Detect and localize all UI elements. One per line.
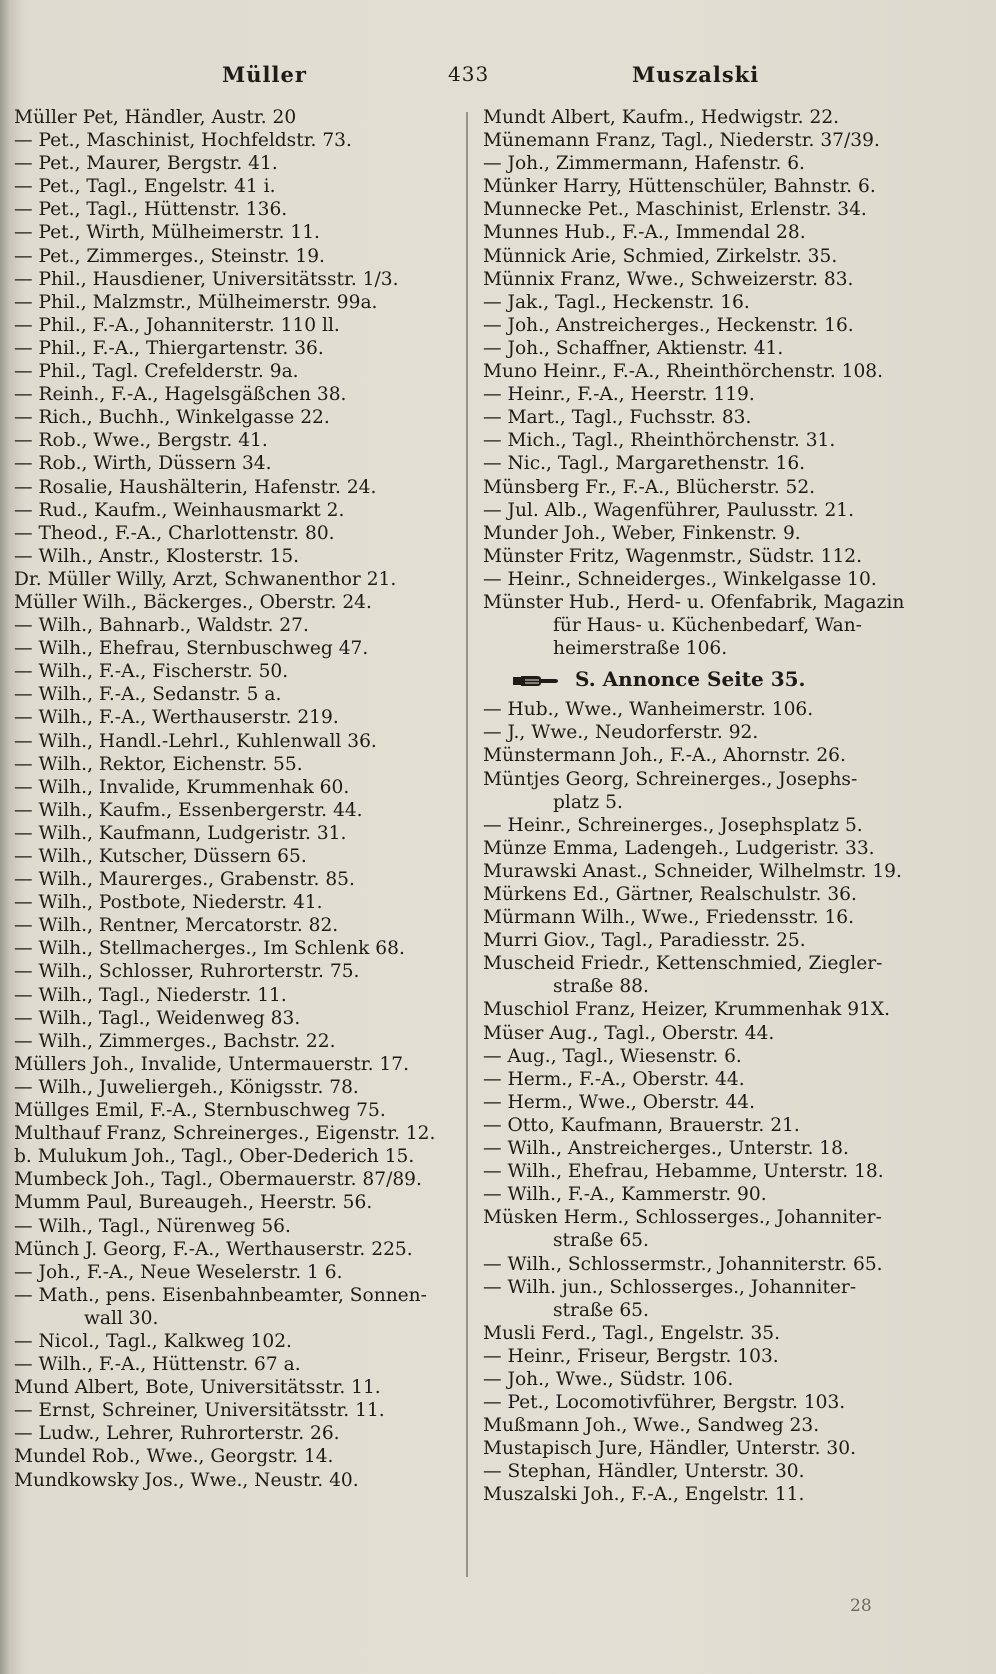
entry: — Rob., Wwe., Bergstr. 41.	[14, 430, 268, 452]
entry: — Wilh., Maurerges., Grabenstr. 85.	[14, 869, 355, 891]
entry: Münze Emma, Ladengeh., Ludgeristr. 33.	[483, 837, 875, 859]
entry: Münnix Franz, Wwe., Schweizerstr. 83.	[483, 268, 854, 290]
entry: — Rich., Buchh., Winkelgasse 22.	[14, 407, 330, 429]
entry: Münemann Franz, Tagl., Niederstr. 37/39.	[483, 130, 880, 152]
entry-continuation: straße 88.	[553, 976, 649, 998]
entry: Musli Ferd., Tagl., Engelstr. 35.	[483, 1322, 781, 1344]
entry: Muscheid Friedr., Kettenschmied, Ziegler-	[483, 953, 883, 975]
entry: — Wilh., Juweliergeh., Königsstr. 78.	[14, 1076, 359, 1098]
entry: — Wilh., Ehefrau, Hebamme, Unterstr. 18.	[483, 1161, 884, 1183]
entry: — Stephan, Händler, Unterstr. 30.	[483, 1461, 805, 1483]
entry: — Wilh., Tagl., Niederstr. 11.	[14, 984, 287, 1006]
entry: — Wilh., Kaufm., Essenbergerstr. 44.	[14, 799, 363, 821]
entry: — Phil., F.-A., Johanniterstr. 110 ll.	[14, 314, 340, 336]
annonce-text: S. Annonce Seite 35.	[575, 667, 806, 692]
entry-continuation: wall 30.	[84, 1307, 159, 1329]
entry: Munnecke Pet., Maschinist, Erlenstr. 34.	[483, 199, 867, 221]
entry: Mundt Albert, Kaufm., Hedwigstr. 22.	[483, 107, 840, 128]
entry: Munnes Hub., F.-A., Immendal 28.	[483, 222, 806, 244]
entry: — Wilh., Schlossermstr., Johanniterstr. 65.	[483, 1253, 883, 1275]
entry: — Wilh., F.-A., Hüttenstr. 67 a.	[14, 1354, 301, 1376]
entry: — Pet., Tagl., Engelstr. 41 i.	[14, 176, 276, 198]
entry: — Ernst, Schreiner, Universitätsstr. 11.	[14, 1400, 385, 1422]
entry: Munder Joh., Weber, Finkenstr. 9.	[483, 522, 801, 544]
entry: Müllers Joh., Invalide, Untermauerstr. 17.	[14, 1053, 409, 1075]
entry: Mumm Paul, Bureaugeh., Heerstr. 56.	[14, 1192, 373, 1214]
entry: Münsberg Fr., F.-A., Blücherstr. 52.	[483, 476, 816, 498]
entry: — Wilh., Tagl., Weidenweg 83.	[14, 1007, 301, 1029]
entry: — Joh., Anstreicherges., Heckenstr. 16.	[483, 314, 854, 336]
entry: Müller Wilh., Bäckerges., Oberstr. 24.	[14, 591, 372, 613]
entry-continuation: heimerstraße 106.	[553, 638, 728, 660]
entry: — Ludw., Lehrer, Ruhrorterstr. 26.	[14, 1423, 340, 1445]
entry: — Nic., Tagl., Margarethenstr. 16.	[483, 453, 806, 475]
entry: — Wilh., F.-A., Werthauserstr. 219.	[14, 707, 339, 729]
entry: — Phil., Hausdiener, Universitätsstr. 1/3.	[14, 268, 399, 290]
entry: — Jul. Alb., Wagenführer, Paulusstr. 21.	[483, 499, 855, 521]
entry: Müllges Emil, F.-A., Sternbuschweg 75.	[14, 1100, 386, 1122]
entry: — Rud., Kaufm., Weinhausmarkt 2.	[14, 499, 345, 521]
entry: — Rob., Wirth, Düssern 34.	[14, 453, 272, 475]
entry: — Wilh., Anstr., Klosterstr. 15.	[14, 545, 300, 567]
entry: — Wilh., Invalide, Krummenhak 60.	[14, 776, 350, 798]
entry: — Wilh., Ehefrau, Sternbuschweg 47.	[14, 638, 369, 660]
entry: — Wilh., Rentner, Mercatorstr. 82.	[14, 915, 339, 937]
entry: — Math., pens. Eisenbahnbeamter, Sonnen-	[14, 1284, 427, 1306]
entry: — Joh., Zimmermann, Hafenstr. 6.	[483, 153, 805, 175]
entry: Multhauf Franz, Schreinerges., Eigenstr. 12.	[14, 1123, 436, 1145]
entry: Müser Aug., Tagl., Oberstr. 44.	[483, 1022, 775, 1044]
entry: — Heinr., Schreinerges., Josephsplatz 5.	[483, 814, 863, 836]
entry: — Reinh., F.-A., Hagelsgäßchen 38.	[14, 384, 347, 406]
entry: — Aug., Tagl., Wiesenstr. 6.	[483, 1045, 742, 1067]
entry: Murri Giov., Tagl., Paradiesstr. 25.	[483, 930, 806, 952]
entry: Murawski Anast., Schneider, Wilhelmstr. 19.	[483, 860, 902, 882]
entry-continuation: platz 5.	[553, 791, 623, 813]
entry: — Phil., F.-A., Thiergartenstr. 36.	[14, 337, 324, 359]
entry: — Jak., Tagl., Heckenstr. 16.	[483, 291, 750, 313]
entry: — Wilh., Rektor, Eichenstr. 55.	[14, 753, 303, 775]
entry: — Wilh., Handl.-Lehrl., Kuhlenwall 36.	[14, 730, 377, 752]
entry: Münstermann Joh., F.-A., Ahornstr. 26.	[483, 745, 846, 767]
entry: — Mart., Tagl., Fuchsstr. 83.	[483, 407, 752, 429]
header-left-catchword: Müller	[222, 62, 307, 87]
entry: Münker Harry, Hüttenschüler, Bahnstr. 6.	[483, 176, 876, 198]
entry: — Wilh., Stellmacherges., Im Schlenk 68.	[14, 938, 405, 960]
entry: — Pet., Wirth, Mülheimerstr. 11.	[14, 222, 320, 244]
entry: — Wilh., Bahnarb., Waldstr. 27.	[14, 615, 309, 637]
entry: — Joh., Wwe., Südstr. 106.	[483, 1368, 734, 1390]
entry: — Wilh., Schlosser, Ruhrorterstr. 75.	[14, 961, 360, 983]
entry: — Wilh., Postbote, Niederstr. 41.	[14, 892, 323, 914]
entry: b. Mulukum Joh., Tagl., Ober-Dederich 15.	[14, 1146, 415, 1168]
pointing-hand-icon	[513, 674, 559, 688]
entry: Mustapisch Jure, Händler, Unterstr. 30.	[483, 1438, 856, 1460]
entry: — J., Wwe., Neudorferstr. 92.	[483, 722, 759, 744]
entry-continuation: straße 65.	[553, 1299, 649, 1321]
entry: — Nicol., Tagl., Kalkweg 102.	[14, 1330, 292, 1352]
left-column	[14, 106, 454, 1492]
running-head	[0, 62, 996, 92]
entry: Mund Albert, Bote, Universitätsstr. 11.	[14, 1377, 381, 1399]
folio-mark: 28	[850, 1596, 872, 1616]
entry: — Pet., Maschinist, Hochfeldstr. 73.	[14, 130, 352, 152]
entry: — Wilh., Anstreicherges., Unterstr. 18.	[483, 1138, 849, 1160]
entry: — Heinr., Friseur, Bergstr. 103.	[483, 1345, 779, 1367]
entry: — Wilh., Kutscher, Düssern 65.	[14, 846, 307, 867]
entry: — Mich., Tagl., Rheinthörchenstr. 31.	[483, 430, 836, 452]
entry: — Theod., F.-A., Charlottenstr. 80.	[14, 522, 335, 544]
entry: Muschiol Franz, Heizer, Krummenhak 91X.	[483, 999, 891, 1021]
entry: Münster Hub., Herd- u. Ofenfabrik, Magazin	[483, 591, 905, 613]
entry: Dr. Müller Willy, Arzt, Schwanenthor 21.	[14, 568, 397, 590]
entry: — Wilh., Kaufmann, Ludgeristr. 31.	[14, 822, 347, 844]
annonce-reference	[483, 660, 953, 698]
entry: Müller Pet, Händler, Austr. 20	[14, 107, 297, 128]
page-number: 433	[448, 62, 490, 86]
entry: Münch J. Georg, F.-A., Werthauserstr. 225.	[14, 1238, 413, 1260]
entry: Muno Heinr., F.-A., Rheinthörchenstr. 108.	[483, 361, 884, 383]
entry: — Joh., F.-A., Neue Weselerstr. 1 6.	[14, 1261, 343, 1283]
entry: — Phil., Malzmstr., Mülheimerstr. 99a.	[14, 291, 378, 313]
entry: — Wilh., Zimmerges., Bachstr. 22.	[14, 1030, 336, 1052]
entry: Mundkowsky Jos., Wwe., Neustr. 40.	[14, 1469, 359, 1491]
entry: — Rosalie, Haushälterin, Hafenstr. 24.	[14, 476, 377, 498]
entry: — Wilh., F.-A., Fischerstr. 50.	[14, 661, 289, 683]
right-column	[483, 106, 953, 1507]
entry: — Herm., Wwe., Oberstr. 44.	[483, 1091, 756, 1113]
entry: Mumbeck Joh., Tagl., Obermauerstr. 87/89.	[14, 1169, 422, 1191]
entry: Mürkens Ed., Gärtner, Realschulstr. 36.	[483, 884, 857, 905]
entry: — Wilh., F.-A., Sedanstr. 5 a.	[14, 684, 282, 706]
entry: — Phil., Tagl. Crefelderstr. 9a.	[14, 361, 299, 383]
entry-continuation: für Haus- u. Küchenbedarf, Wan-	[553, 615, 862, 637]
entry: — Wilh., F.-A., Kammerstr. 90.	[483, 1184, 767, 1206]
entry-continuation: straße 65.	[553, 1230, 649, 1252]
entry: — Wilh. jun., Schlosserges., Johanniter-	[483, 1276, 857, 1298]
entry: — Hub., Wwe., Wanheimerstr. 106.	[483, 699, 814, 721]
entry: Müsken Herm., Schlosserges., Johanniter-	[483, 1207, 882, 1229]
header-right-catchword: Muszalski	[632, 62, 760, 87]
entry: Mundel Rob., Wwe., Georgstr. 14.	[14, 1446, 334, 1468]
entry: — Herm., F.-A., Oberstr. 44.	[483, 1068, 745, 1090]
entry: — Pet., Locomotivführer, Bergstr. 103.	[483, 1392, 846, 1414]
entry: — Wilh., Tagl., Nürenweg 56.	[14, 1215, 291, 1237]
entry: Münnick Arie, Schmied, Zirkelstr. 35.	[483, 245, 838, 267]
entry: — Pet., Zimmerges., Steinstr. 19.	[14, 245, 325, 267]
entry: Mußmann Joh., Wwe., Sandweg 23.	[483, 1415, 820, 1437]
entry: — Otto, Kaufmann, Brauerstr. 21.	[483, 1114, 800, 1136]
entry: — Heinr., F.-A., Heerstr. 119.	[483, 384, 755, 406]
entry: Müntjes Georg, Schreinerges., Josephs-	[483, 768, 858, 790]
entry: Muszalski Joh., F.-A., Engelstr. 11.	[483, 1484, 805, 1506]
entry: — Pet., Tagl., Hüttenstr. 136.	[14, 199, 288, 221]
entry: — Pet., Maurer, Bergstr. 41.	[14, 153, 278, 175]
entry: — Heinr., Schneiderges., Winkelgasse 10.	[483, 568, 877, 590]
entry: Mürmann Wilh., Wwe., Friedensstr. 16.	[483, 907, 855, 929]
entry: Münster Fritz, Wagenmstr., Südstr. 112.	[483, 545, 863, 567]
entry: — Joh., Schaffner, Aktienstr. 41.	[483, 337, 784, 359]
column-divider	[466, 112, 468, 1577]
